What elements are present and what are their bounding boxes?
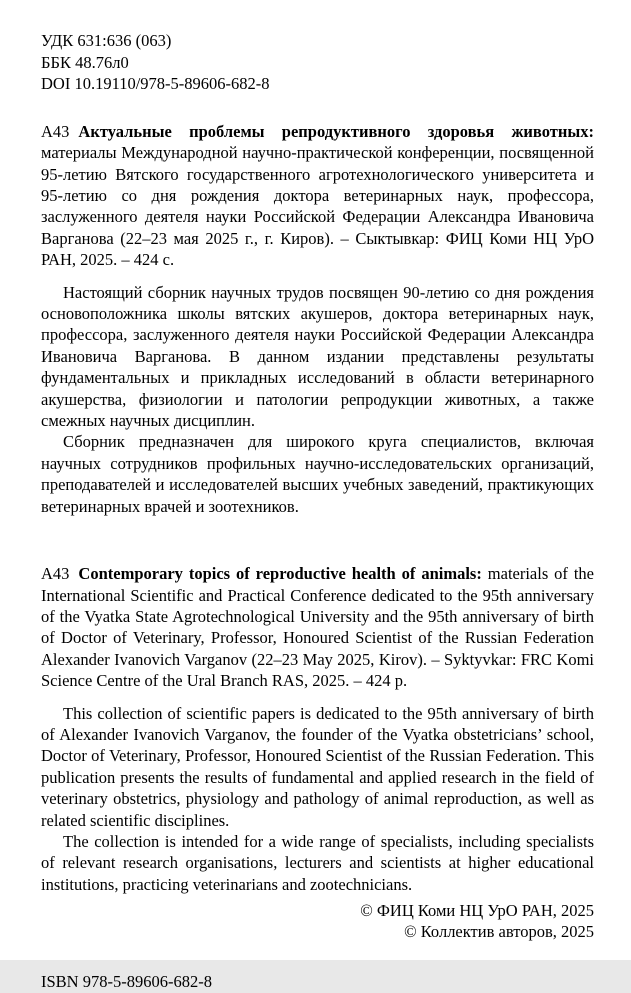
- copyright-publisher: © ФИЦ Коми НЦ УрО РАН, 2025: [360, 900, 594, 920]
- entry-code-ru: А43: [41, 121, 70, 141]
- copyright-block: [360, 900, 594, 943]
- entry-title-en: Contemporary topics of reproductive health of animals:: [78, 564, 482, 584]
- entry-code-en: А43: [41, 564, 70, 584]
- catalog-entry-english: [41, 563, 594, 691]
- annotation-ru-paragraph-2: Сборник предназначен для широкого круга специалистов, включая научных сотрудников профильных научно-исследовательских организаций, преподавателей и исследователей высших учебных заведений, практикующих ветеринарных врачей и зоотехников.: [41, 432, 594, 516]
- isbn: ISBN 978-5-89606-682-8: [41, 972, 212, 992]
- catalog-entry-russian: [41, 121, 594, 271]
- annotation-en-paragraph-1: This collection of scientific papers is dedicated to the 95th anniversary of birth of Alexander Ivanovich Varganov, the founder of the Vyatka obstetricians’ school, Doctor of Veterinary, Professor, Honoured Scientist of the Russian Federation. This publication presents the results of fundamental and applied research in the field of veterinary obstetrics, physiology and pathology of animal reproduction, as well as related scientific disciplines.: [41, 703, 594, 830]
- bibliographic-codes: [41, 30, 594, 95]
- doi-code: DOI 10.19110/978-5-89606-682-8: [41, 74, 270, 94]
- entry-text-en: materials of the International Scientific and Practical Conference dedicated to the 95th anniversary of the Vyatka State Agrotechnological University and the 95th anniversary of birth of Doctor of Veterinary, Professor, Honoured Scientist of the Russian Federation Alexander Ivanovich Varganov (22–23 May 2025, Kirov). – Syktyvkar: FRC Komi Science Centre of the Ural Branch RAS, 2025. – 424 p.: [41, 564, 595, 691]
- copyright-authors: © Коллектив авторов, 2025: [404, 922, 594, 942]
- annotation-russian: [41, 282, 594, 517]
- udk-code: УДК 631:636 (063): [41, 31, 172, 50]
- bbk-code: ББК 48.76л0: [41, 52, 129, 72]
- annotation-english: [41, 703, 594, 896]
- annotation-ru-paragraph-1: Настоящий сборник научных трудов посвящен 90-летию со дня рождения основоположника школы вятских акушеров, доктора ветеринарных наук, профессора, заслуженного деятеля науки Российской Федерации Александра Ивановича Варганова. В данном издании представлены результаты фундаментальных и прикладных исследований в области ветеринарного акушерства, физиологии и патологии репродукции животных, а также смежных научных дисциплин.: [41, 282, 594, 431]
- entry-title-ru: Актуальные проблемы репродуктивного здоровья животных:: [78, 121, 594, 141]
- entry-text-ru: материалы Международной научно-практической конференции, посвященной 95-летию Вятского государственного агротехнологического университета и 95-летию со дня рождения доктора ветеринарных наук, профессора, заслуженного деятеля науки Российской Федерации Александра Ивановича Варганова (22–23 мая 2025 г., г. Киров). – Сыктывкар: ФИЦ Коми НЦ УрО РАН, 2025. – 424 с.: [41, 143, 594, 270]
- annotation-en-paragraph-2: The collection is intended for a wide range of specialists, including specialists of relevant research organisations, lecturers and scientists at higher educational institutions, practicing veterinarians and zootechnicians.: [41, 831, 594, 894]
